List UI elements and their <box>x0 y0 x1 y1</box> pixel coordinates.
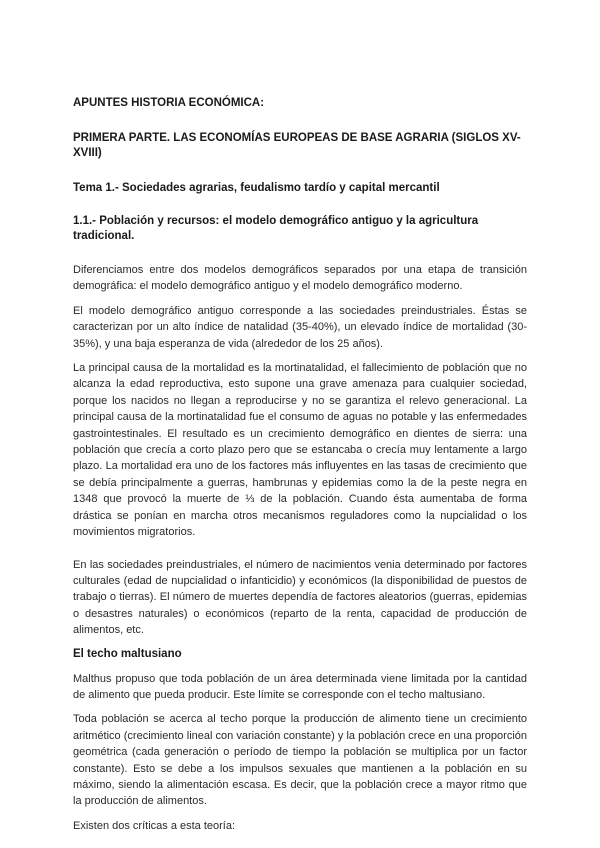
paragraph: Diferenciamos entre dos modelos demográficos separados por una etapa de transición demográfica: el modelo demográfico antiguo y el modelo demográfico moderno. <box>73 264 527 293</box>
subsection-title: El techo maltusiano <box>73 647 182 660</box>
paragraph: Existen dos críticas a esta teoría: <box>73 819 236 832</box>
paragraph: El modelo demográfico antiguo corresponde a las sociedades preindustriales. Éstas se caracterizan por un alto índice de natalidad (35-40%), un elevado índice de mortalidad (30-35%), y una baja esperanza de vida (alrededor de los 25 años). <box>73 304 527 350</box>
paragraph: En las sociedades preindustriales, el número de nacimientos venia determinado por factores culturales (edad de nupcialidad o infanticidio) y económicos (la disponibilidad de puestos de trabajo o tierras). El número de muertes dependía de factores aleatorios (guerras, epidemias o desastres naturales) o económicos (reparto de la renta, capacidad de producción de alimentos, etc. <box>73 558 527 637</box>
part-title: PRIMERA PARTE. LAS ECONOMÍAS EUROPEAS DE BASE AGRARIA (SIGLOS XV-XVIII) <box>73 132 521 159</box>
section-title: 1.1.- Población y recursos: el modelo demográfico antiguo y la agricultura tradicional. <box>73 215 479 242</box>
paragraph: Toda población se acerca al techo porque la producción de alimento tiene un crecimiento aritmético (crecimiento lineal con variación constante) y la población crece en una proporción geométrica (cada generación o período de tiempo la población se multiplica por un factor constante). Esto se debe a los impulsos sexuales que mantienen a la población en su máximo, siendo la alimentación escasa. Es decir, que la población crece a mayor ritmo que la producción de alimentos. <box>73 713 527 808</box>
paragraph: La principal causa de la mortalidad es la mortinatalidad, el fallecimiento de población que no alcanza la edad reproductiva, esto supone una grave amenaza para cualquier sociedad, porque los nacidos no llegan a reproducirse y no se garantiza el relevo generacional. La principal causa de la mortinatalidad fue el consumo de aguas no potable y las enfermedades gastrointestinales. El resultado es un crecimiento demográfico en dientes de sierra: una población que crecía a corto plazo pero que se estancaba o crecía muy lentamente a largo plazo. La mortalidad era uno de los factores más influyentes en las tasas de crecimiento que se debía principalmente a guerras, hambrunas y epidemias como la de la peste negra en 1348 que provocó la muerte de ⅓ de la población. Cuando ésta aumentaba de forma drástica se ponían en marcha otros mecanismos reguladores como la nupcialidad o los movimientos migratorios. <box>73 362 527 539</box>
paragraph: Malthus propuso que toda población de un área determinada viene limitada por la cantidad de alimento que pueda producir. Este límite se corresponde con el techo maltusiano. <box>73 672 527 701</box>
topic-title: Tema 1.- Sociedades agrarias, feudalismo tardío y capital mercantil <box>73 182 440 194</box>
document-page <box>73 96 527 842</box>
document-title: APUNTES HISTORIA ECONÓMICA: <box>73 97 265 109</box>
